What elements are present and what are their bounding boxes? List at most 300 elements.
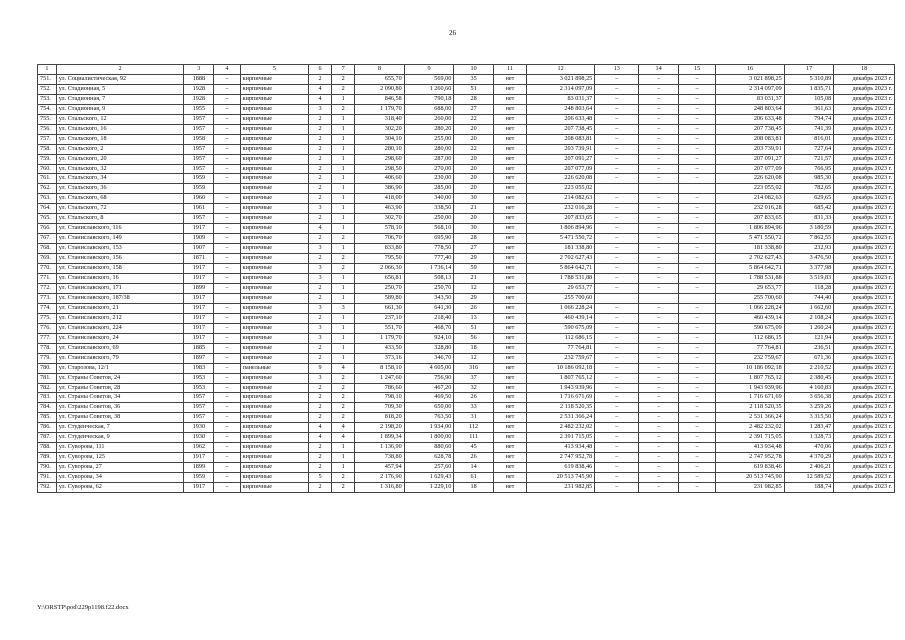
table-cell: декабрь 2023 г.	[834, 363, 895, 373]
table-cell: кирпичные	[240, 94, 308, 104]
table-cell: –	[639, 413, 679, 423]
table-cell: 2	[308, 483, 331, 493]
table-cell: –	[214, 144, 240, 154]
table-cell: –	[214, 313, 240, 323]
table-cell: ул. Стадионная, 9	[56, 104, 184, 114]
table-cell: нет	[493, 463, 526, 473]
table-cell: 214 082,63	[716, 194, 784, 204]
table-row	[38, 74, 895, 84]
table-cell: ул. Стадионная, 5	[56, 84, 184, 94]
table-cell: –	[214, 423, 240, 433]
table-cell: 343,50	[404, 293, 454, 303]
table-cell: –	[214, 104, 240, 114]
table-cell: 1957	[184, 164, 214, 174]
table-cell: 316	[454, 363, 494, 373]
table-row	[38, 313, 895, 323]
table-cell: 1	[332, 313, 355, 323]
table-cell: 77 764,81	[716, 343, 784, 353]
footer-file-path: Y:\ORSTP\pod\229p1198.f22.docx	[37, 604, 129, 611]
table-cell: –	[639, 333, 679, 343]
table-cell: –	[639, 194, 679, 204]
table-cell: ул. Студенческая, 7	[56, 423, 184, 433]
table-cell: –	[214, 323, 240, 333]
table-cell: –	[595, 134, 639, 144]
table-cell: 568,10	[404, 224, 454, 234]
table-cell: 3	[308, 333, 331, 343]
table-cell: 470,06	[784, 443, 834, 453]
table-cell: 650,00	[404, 403, 454, 413]
table-cell: 3	[332, 303, 355, 313]
table-cell: –	[678, 134, 715, 144]
table-cell: 1959	[184, 184, 214, 194]
table-cell: 1957	[184, 154, 214, 164]
table-cell: ул. Станиславского, 69	[56, 343, 184, 353]
table-cell: 26	[454, 453, 494, 463]
table-cell: ул. Страны Советов, 38	[56, 413, 184, 423]
table-cell: 298,50	[355, 164, 405, 174]
table-cell: 1	[332, 443, 355, 453]
table-cell: 1928	[184, 84, 214, 94]
table-cell: –	[595, 274, 639, 284]
table-cell: –	[678, 114, 715, 124]
table-cell: 2	[308, 343, 331, 353]
table-row	[38, 373, 895, 383]
table-cell: кирпичные	[240, 323, 308, 333]
table-cell: ул. Стальского, 16	[56, 124, 184, 134]
table-cell: нет	[493, 483, 526, 493]
table-cell: кирпичные	[240, 453, 308, 463]
table-cell: –	[678, 104, 715, 114]
table-cell: 2	[308, 413, 331, 423]
table-cell: 61	[454, 473, 494, 483]
table-cell	[678, 293, 715, 303]
table-row	[38, 164, 895, 174]
table-cell: 1957	[184, 214, 214, 224]
table-cell: 20	[454, 134, 494, 144]
table-row	[38, 234, 895, 244]
table-cell: нет	[493, 124, 526, 134]
table-cell: 2 380,45	[784, 373, 834, 383]
table-cell: 328,80	[404, 343, 454, 353]
table-cell: нет	[493, 94, 526, 104]
table-cell: 1	[332, 194, 355, 204]
table-cell: 2 482 232,02	[716, 423, 784, 433]
table-cell: кирпичные	[240, 254, 308, 264]
table-cell: декабрь 2023 г.	[834, 403, 895, 413]
table-cell: кирпичные	[240, 184, 308, 194]
table-cell: –	[678, 84, 715, 94]
table-cell: –	[639, 144, 679, 154]
table-row	[38, 104, 895, 114]
table-cell: 2	[308, 184, 331, 194]
table-cell: 5 471 550,72	[526, 234, 594, 244]
table-cell: 590 675,09	[526, 323, 594, 333]
table-cell: кирпичные	[240, 214, 308, 224]
table-cell: –	[639, 74, 679, 84]
table-cell: 1 800,00	[404, 433, 454, 443]
table-row	[38, 154, 895, 164]
table-cell: –	[214, 274, 240, 284]
table-cell: –	[678, 283, 715, 293]
table-cell: 2 406,21	[784, 463, 834, 473]
table-cell: –	[639, 283, 679, 293]
table-cell: 1930	[184, 433, 214, 443]
table-cell: нет	[493, 313, 526, 323]
table-cell: 1 943 939,96	[716, 383, 784, 393]
table-cell: нет	[493, 264, 526, 274]
table-cell: –	[214, 393, 240, 403]
table-cell: нет	[493, 134, 526, 144]
table-cell: –	[678, 413, 715, 423]
table-cell: 1 066 228,24	[716, 303, 784, 313]
table-cell: 1957	[184, 393, 214, 403]
table-cell: 105,08	[784, 94, 834, 104]
table-cell: –	[678, 224, 715, 234]
table-cell: 2	[332, 74, 355, 84]
table-cell: –	[595, 413, 639, 423]
table-cell: –	[214, 473, 240, 483]
table-cell: 2	[308, 383, 331, 393]
table-cell: 752.	[38, 84, 57, 94]
table-cell: –	[214, 264, 240, 274]
table-cell: 1 835,71	[784, 84, 834, 94]
table-cell: нет	[493, 194, 526, 204]
table-cell: 781.	[38, 373, 57, 383]
table-cell: декабрь 2023 г.	[834, 443, 895, 453]
table-cell: 619 838,46	[716, 463, 784, 473]
table-cell: 2	[332, 104, 355, 114]
table-cell: декабрь 2023 г.	[834, 353, 895, 363]
table-cell: 2 391 715,05	[716, 433, 784, 443]
table-cell: 2 314 097,09	[526, 84, 594, 94]
table-cell: –	[639, 423, 679, 433]
table-cell: 1955	[184, 104, 214, 114]
table-row	[38, 483, 895, 493]
table-cell: 214 082,63	[526, 194, 594, 204]
table-cell: –	[214, 234, 240, 244]
table-cell: 792.	[38, 483, 57, 493]
table-cell: –	[595, 224, 639, 234]
table-cell: 2 747 952,78	[716, 453, 784, 463]
table-cell: декабрь 2023 г.	[834, 184, 895, 194]
table-cell: 628,78	[404, 453, 454, 463]
table-cell: 619 838,46	[526, 463, 594, 473]
table-cell: 2 198,20	[355, 423, 405, 433]
table-cell: 1	[332, 114, 355, 124]
table-cell: –	[595, 104, 639, 114]
table-cell: кирпичные	[240, 403, 308, 413]
table-cell: 2	[308, 393, 331, 403]
table-cell: 786.	[38, 423, 57, 433]
table-cell: 270,00	[404, 164, 454, 174]
table-body	[38, 74, 895, 492]
table-cell: –	[595, 283, 639, 293]
table-cell: кирпичные	[240, 104, 308, 114]
table-cell: 2 090,80	[355, 84, 405, 94]
table-cell: 1	[332, 353, 355, 363]
table-cell: 386,90	[355, 184, 405, 194]
table-cell: –	[595, 483, 639, 493]
table-cell: –	[639, 214, 679, 224]
table-cell: 1	[332, 343, 355, 353]
table-cell: кирпичные	[240, 413, 308, 423]
table-cell: ул. Социалистическая, 92	[56, 74, 184, 84]
table-cell: 232,93	[784, 244, 834, 254]
table-cell: 2	[332, 234, 355, 244]
table-cell: 1 179,70	[355, 333, 405, 343]
table-cell: декабрь 2023 г.	[834, 413, 895, 423]
table-cell: декабрь 2023 г.	[834, 343, 895, 353]
table-row	[38, 393, 895, 403]
table-cell: –	[214, 463, 240, 473]
table-cell: 756,90	[404, 373, 454, 383]
column-header: 1	[38, 65, 57, 75]
table-cell: 1962	[184, 443, 214, 453]
table-cell: ул. Стальского, 34	[56, 174, 184, 184]
table-row	[38, 453, 895, 463]
column-header: 17	[784, 65, 834, 75]
table-cell: нет	[493, 323, 526, 333]
table-cell: 756.	[38, 124, 57, 134]
table-cell: декабрь 2023 г.	[834, 274, 895, 284]
table-cell: 1 066 228,24	[526, 303, 594, 313]
table-cell: 3	[308, 323, 331, 333]
table-cell: –	[214, 453, 240, 463]
table-cell: 1	[332, 293, 355, 303]
table-cell: 2	[332, 373, 355, 383]
table-cell: 21	[454, 204, 494, 214]
table-cell: –	[678, 343, 715, 353]
table-cell: 28	[454, 94, 494, 104]
column-header: 8	[355, 65, 405, 75]
table-cell: –	[678, 403, 715, 413]
table-cell: –	[639, 363, 679, 373]
table-cell: –	[214, 443, 240, 453]
table-cell: 111	[454, 433, 494, 443]
table-cell: 255 700,60	[716, 293, 784, 303]
table-cell: ул. Стальского, 32	[56, 164, 184, 174]
table-cell: декабрь 2023 г.	[834, 333, 895, 343]
table-cell: 790.	[38, 463, 57, 473]
table-cell: 5 310,89	[784, 74, 834, 84]
table-cell: декабрь 2023 г.	[834, 323, 895, 333]
table-cell: 255,00	[404, 134, 454, 144]
table-cell: 1 328,73	[784, 433, 834, 443]
table-cell: –	[214, 214, 240, 224]
table-cell: 761.	[38, 174, 57, 184]
table-cell: 2 066,30	[355, 264, 405, 274]
table-cell: 250,70	[404, 283, 454, 293]
table-cell: кирпичные	[240, 194, 308, 204]
table-cell: 629,65	[784, 194, 834, 204]
table-cell: кирпичные	[240, 164, 308, 174]
table-cell: кирпичные	[240, 264, 308, 274]
table-cell: кирпичные	[240, 473, 308, 483]
table-cell: 257,60	[404, 463, 454, 473]
table-cell: кирпичные	[240, 373, 308, 383]
table-cell: –	[595, 94, 639, 104]
table-cell: 671,36	[784, 353, 834, 363]
column-header: 2	[56, 65, 184, 75]
table-cell: декабрь 2023 г.	[834, 104, 895, 114]
table-cell: нет	[493, 393, 526, 403]
table-cell: 590 675,09	[716, 323, 784, 333]
table-cell: –	[595, 323, 639, 333]
table-cell: –	[678, 94, 715, 104]
table-cell: 1	[332, 94, 355, 104]
table-cell: кирпичные	[240, 174, 308, 184]
table-cell: декабрь 2023 г.	[834, 74, 895, 84]
table-cell: –	[214, 353, 240, 363]
table-cell: –	[678, 383, 715, 393]
table-cell: 30	[454, 224, 494, 234]
table-cell: 3 021 898,25	[526, 74, 594, 84]
table-row	[38, 114, 895, 124]
table-cell: декабрь 2023 г.	[834, 194, 895, 204]
table-cell: нет	[493, 373, 526, 383]
table-cell: –	[214, 283, 240, 293]
table-cell: кирпичные	[240, 343, 308, 353]
table-cell: 1	[332, 244, 355, 254]
table-cell: 413 934,48	[716, 443, 784, 453]
table-cell: –	[595, 144, 639, 154]
table-cell: декабрь 2023 г.	[834, 154, 895, 164]
table-cell: 37	[454, 373, 494, 383]
table-cell: 3	[308, 303, 331, 313]
table-cell: 302,20	[355, 124, 405, 134]
table-cell: ул. Стальского, 2	[56, 144, 184, 154]
table-cell: 1917	[184, 453, 214, 463]
table-cell: 298,60	[355, 154, 405, 164]
table-cell: 2 118 520,35	[526, 403, 594, 413]
table-cell: 373,16	[355, 353, 405, 363]
table-cell: 831,33	[784, 214, 834, 224]
table-cell: ул. Стадионная, 7	[56, 94, 184, 104]
table-cell: 880,60	[404, 443, 454, 453]
table-cell: 207 833,65	[526, 214, 594, 224]
table-cell: 656,81	[355, 274, 405, 284]
table-cell: –	[639, 114, 679, 124]
table-cell: 767.	[38, 234, 57, 244]
table-cell: кирпичные	[240, 234, 308, 244]
table-cell: 20 513 745,90	[716, 473, 784, 483]
table-cell: 4 370,29	[784, 453, 834, 463]
table-cell: 340,00	[404, 194, 454, 204]
table-cell: 3	[308, 104, 331, 114]
table-cell: –	[678, 433, 715, 443]
table-cell: 2	[308, 114, 331, 124]
table-cell: кирпичные	[240, 483, 308, 493]
table-cell: –	[639, 264, 679, 274]
table-cell: декабрь 2023 г.	[834, 244, 895, 254]
table-row	[38, 463, 895, 473]
table-cell: –	[678, 463, 715, 473]
table-row	[38, 443, 895, 453]
table-cell: 1 934,00	[404, 423, 454, 433]
table-cell: 280,00	[404, 144, 454, 154]
table-cell: нет	[493, 333, 526, 343]
table-cell: 2	[308, 293, 331, 303]
table-cell: нет	[493, 104, 526, 114]
table-cell: 789.	[38, 453, 57, 463]
table-cell: –	[214, 204, 240, 214]
table-cell: 207 833,65	[716, 214, 784, 224]
table-row	[38, 214, 895, 224]
table-cell: –	[595, 393, 639, 403]
table-cell: 1 179,70	[355, 104, 405, 114]
table-cell: кирпичные	[240, 84, 308, 94]
table-cell: декабрь 2023 г.	[834, 164, 895, 174]
table-cell: 2 702 627,43	[526, 254, 594, 264]
table-cell: декабрь 2023 г.	[834, 224, 895, 234]
table-cell: 641,30	[404, 303, 454, 313]
table-cell: 753.	[38, 94, 57, 104]
table-cell: 7 862,55	[784, 234, 834, 244]
table-cell: 248 803,64	[716, 104, 784, 114]
table-cell: 1957	[184, 403, 214, 413]
table-cell: нет	[493, 214, 526, 224]
table-cell: –	[214, 154, 240, 164]
table-cell: 230,00	[404, 174, 454, 184]
table-cell: 203 739,91	[526, 144, 594, 154]
table-cell: 418,00	[355, 194, 405, 204]
table-cell: нет	[493, 244, 526, 254]
table-cell: –	[595, 403, 639, 413]
table-cell: 1	[332, 333, 355, 343]
table-cell: 706,70	[355, 234, 405, 244]
table-cell: 1909	[184, 234, 214, 244]
table-cell: 112 686,15	[716, 333, 784, 343]
table-cell: 773.	[38, 293, 57, 303]
table-cell: декабрь 2023 г.	[834, 313, 895, 323]
table-cell: ул. Станиславского, 79	[56, 353, 184, 363]
table-cell: –	[678, 443, 715, 453]
table-cell: –	[595, 353, 639, 363]
table-cell: –	[678, 353, 715, 363]
table-cell: 1	[332, 164, 355, 174]
table-cell: 770.	[38, 264, 57, 274]
table-cell: 2	[332, 473, 355, 483]
table-cell: 751.	[38, 74, 57, 84]
table-cell: 8 158,10	[355, 363, 405, 373]
table-cell: декабрь 2023 г.	[834, 114, 895, 124]
table-cell: 763.	[38, 194, 57, 204]
table-cell: 33	[454, 403, 494, 413]
table-cell: нет	[493, 224, 526, 234]
table-cell: нет	[493, 443, 526, 453]
table-cell: 1 788 531,88	[526, 274, 594, 284]
table-cell: 2	[308, 453, 331, 463]
table-cell: нет	[493, 234, 526, 244]
table-cell: 744,40	[784, 293, 834, 303]
table-cell: –	[595, 333, 639, 343]
table-cell: 59	[454, 264, 494, 274]
housing-repair-table	[37, 64, 895, 493]
table-cell: 777.	[38, 333, 57, 343]
table-cell: 1 316,80	[355, 483, 405, 493]
table-cell: 1899	[184, 283, 214, 293]
table-cell: ул. Станиславского, 156	[56, 254, 184, 264]
table-cell: –	[639, 303, 679, 313]
table-cell: 766.	[38, 224, 57, 234]
table-cell: 763,50	[404, 413, 454, 423]
table-cell: 118,28	[784, 283, 834, 293]
table-cell: 777,40	[404, 254, 454, 264]
table-cell: –	[639, 393, 679, 403]
table-cell: –	[595, 383, 639, 393]
table-cell: 4	[308, 224, 331, 234]
table-cell: декабрь 2023 г.	[834, 134, 895, 144]
